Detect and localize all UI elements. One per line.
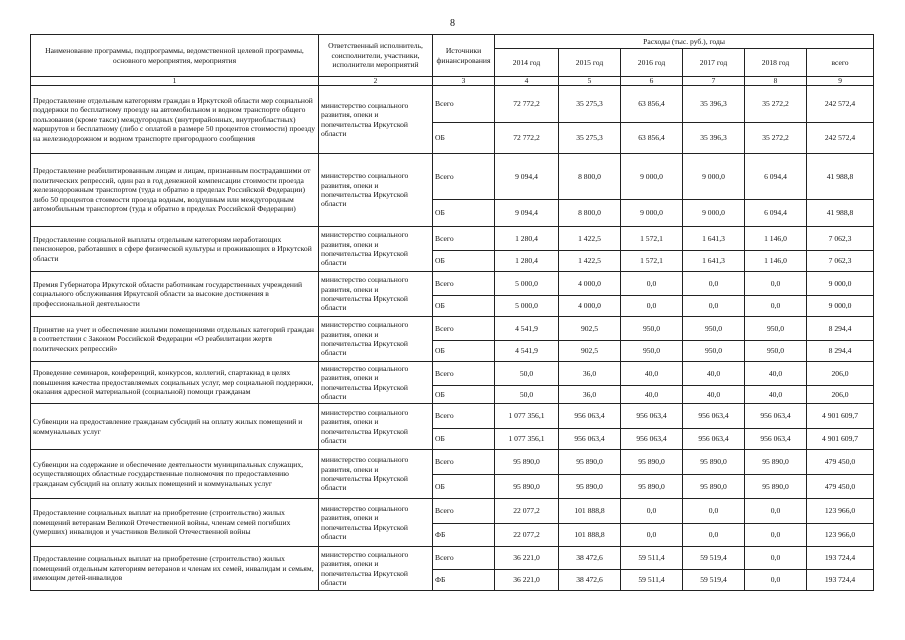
year-value: 40,0 (621, 386, 683, 404)
year-value: 59 519,4 (683, 570, 745, 591)
year-value: 1 572,1 (621, 227, 683, 251)
funding-source: Всего (433, 547, 495, 570)
responsible-executor: министерство социального развития, опеки и попечительства Иркутской области (319, 86, 433, 154)
funding-source: Всего (433, 272, 495, 296)
year-value: 9 094,4 (495, 200, 559, 227)
funding-source: ОБ (433, 200, 495, 227)
year-value: 95 890,0 (621, 450, 683, 475)
column-number: 7 (683, 77, 745, 86)
year-value: 22 077,2 (495, 499, 559, 524)
responsible-executor: министерство социального развития, опеки и попечительства Иркутской области (319, 362, 433, 404)
year-value: 35 272,2 (745, 123, 807, 154)
funding-source: ОБ (433, 429, 495, 450)
funding-source: ОБ (433, 123, 495, 154)
measure-name: Предоставление отдельным категориям граждан в Иркутской области мер социальной поддержки по бесплатному проезду на автомобильном и водном транспорте общего пользования (кроме такси) междугородных (внутрирайонных, внутриобластных) маршрутов и бесплатному (либо с оплатой в размере 50 процентов стоимости) проезду на железнодорожном и водном транспорте пригородного сообщения (31, 86, 319, 154)
year-value: 1 422,5 (559, 251, 621, 272)
year-value: 956 063,4 (745, 429, 807, 450)
total-value: 206,0 (807, 362, 874, 386)
column-number: 8 (745, 77, 807, 86)
total-value: 123 966,0 (807, 524, 874, 547)
responsible-executor: министерство социального развития, опеки и попечительства Иркутской области (319, 499, 433, 547)
year-value: 0,0 (745, 547, 807, 570)
page-number: 8 (450, 18, 455, 29)
total-value: 479 450,0 (807, 450, 874, 475)
funding-source: Всего (433, 362, 495, 386)
year-value: 35 396,3 (683, 123, 745, 154)
column-number: 5 (559, 77, 621, 86)
funding-source: ФБ (433, 524, 495, 547)
column-number: 3 (433, 77, 495, 86)
year-value: 40,0 (745, 386, 807, 404)
year-value: 4 000,0 (559, 272, 621, 296)
year-value: 956 063,4 (621, 404, 683, 429)
year-value: 950,0 (621, 317, 683, 341)
column-number: 4 (495, 77, 559, 86)
year-value: 950,0 (683, 341, 745, 362)
funding-source: Всего (433, 317, 495, 341)
table-row (31, 86, 874, 123)
year-value: 0,0 (683, 296, 745, 317)
year-value: 1 641,3 (683, 251, 745, 272)
funding-source: Всего (433, 404, 495, 429)
year-value: 0,0 (621, 499, 683, 524)
year-value: 95 890,0 (495, 475, 559, 499)
year-value: 63 856,4 (621, 123, 683, 154)
total-value: 7 062,3 (807, 251, 874, 272)
year-value: 40,0 (621, 362, 683, 386)
year-value: 1 077 356,1 (495, 404, 559, 429)
year-value: 1 146,0 (745, 227, 807, 251)
total-value: 7 062,3 (807, 227, 874, 251)
header-responsible: Ответственный исполнитель, соисполнители, участники, исполнители мероприятий (319, 35, 433, 77)
year-value: 9 000,0 (683, 200, 745, 227)
year-value: 1 280,4 (495, 251, 559, 272)
table-header (31, 35, 874, 86)
column-number: 6 (621, 77, 683, 86)
year-value: 5 000,0 (495, 272, 559, 296)
year-value: 4 000,0 (559, 296, 621, 317)
column-number: 1 (31, 77, 319, 86)
measure-name: Принятие на учет и обеспечение жилыми помещениями отдельных категорий граждан в соответствии с Законом Российской Федерации «О реабилитации жертв политических репрессий» (31, 317, 319, 362)
table-row (31, 499, 874, 524)
year-value: 59 519,4 (683, 547, 745, 570)
header-year: 2014 год (495, 49, 559, 77)
year-value: 38 472,6 (559, 570, 621, 591)
year-value: 950,0 (683, 317, 745, 341)
year-value: 40,0 (683, 386, 745, 404)
year-value: 50,0 (495, 362, 559, 386)
total-value: 193 724,4 (807, 547, 874, 570)
year-value: 950,0 (621, 341, 683, 362)
year-value: 6 094,4 (745, 154, 807, 200)
year-value: 950,0 (745, 317, 807, 341)
header-year: 2017 год (683, 49, 745, 77)
year-value: 59 511,4 (621, 547, 683, 570)
year-value: 9 000,0 (621, 154, 683, 200)
year-value: 0,0 (621, 524, 683, 547)
year-value: 0,0 (745, 272, 807, 296)
year-value: 36,0 (559, 362, 621, 386)
responsible-executor: министерство социального развития, опеки и попечительства Иркутской области (319, 272, 433, 317)
funding-source: Всего (433, 227, 495, 251)
measure-name: Предоставление социальных выплат на приобретение (строительство) жилых помещений отдельным категориям ветеранов и членам их семей, инвалидам и семьям, имеющим детей-инвалидов (31, 547, 319, 591)
year-value: 36 221,0 (495, 570, 559, 591)
funding-source: ОБ (433, 386, 495, 404)
budget-table (30, 34, 874, 591)
measure-name: Предоставление социальных выплат на приобретение (строительство) жилых помещений ветеранам Великой Отечественной войны, членам семей погибших (умерших) инвалидов и участников Великой Отечественной войны (31, 499, 319, 547)
year-value: 0,0 (683, 499, 745, 524)
year-value: 50,0 (495, 386, 559, 404)
year-value: 9 000,0 (621, 200, 683, 227)
year-value: 0,0 (621, 296, 683, 317)
year-value: 95 890,0 (559, 450, 621, 475)
total-value: 9 000,0 (807, 272, 874, 296)
year-value: 63 856,4 (621, 86, 683, 123)
year-value: 0,0 (621, 272, 683, 296)
header-total: всего (807, 49, 874, 77)
year-value: 101 888,8 (559, 524, 621, 547)
year-value: 35 272,2 (745, 86, 807, 123)
funding-source: Всего (433, 154, 495, 200)
year-value: 95 890,0 (621, 475, 683, 499)
year-value: 0,0 (683, 272, 745, 296)
responsible-executor: министерство социального развития, опеки и попечительства Иркутской области (319, 154, 433, 227)
responsible-executor: министерство социального развития, опеки и попечительства Иркутской области (319, 227, 433, 272)
measure-name: Предоставление социальной выплаты отдельным категориям неработающих пенсионеров, работавших в сфере физической культуры и проживающих в Иркутской области (31, 227, 319, 272)
year-value: 59 511,4 (621, 570, 683, 591)
table-row (31, 547, 874, 570)
responsible-executor: министерство социального развития, опеки и попечительства Иркутской области (319, 404, 433, 450)
funding-source: ОБ (433, 296, 495, 317)
total-value: 242 572,4 (807, 123, 874, 154)
funding-source: Всего (433, 86, 495, 123)
measure-name: Проведение семинаров, конференций, конкурсов, коллегий, спартакиад в целях повышения качества предоставляемых социальных услуг, мер социальной поддержки, оказания адресной материальной (социальной) помощи гражданам (31, 362, 319, 404)
year-value: 0,0 (745, 296, 807, 317)
year-value: 9 000,0 (683, 154, 745, 200)
year-value: 101 888,8 (559, 499, 621, 524)
table-body (31, 86, 874, 591)
funding-source: ФБ (433, 570, 495, 591)
year-value: 9 094,4 (495, 154, 559, 200)
header-name: Наименование программы, подпрограммы, ведомственной целевой программы, основного мероприятия, мероприятия (31, 35, 319, 77)
total-value: 242 572,4 (807, 86, 874, 123)
year-value: 902,5 (559, 317, 621, 341)
year-value: 40,0 (683, 362, 745, 386)
year-value: 1 280,4 (495, 227, 559, 251)
measure-name: Субвенции на предоставление гражданам субсидий на оплату жилых помещений и коммунальных услуг (31, 404, 319, 450)
year-value: 956 063,4 (683, 404, 745, 429)
header-year: 2015 год (559, 49, 621, 77)
year-value: 4 541,9 (495, 317, 559, 341)
year-value: 956 063,4 (559, 404, 621, 429)
year-value: 38 472,6 (559, 547, 621, 570)
year-value: 95 890,0 (683, 475, 745, 499)
year-value: 72 772,2 (495, 123, 559, 154)
year-value: 1 641,3 (683, 227, 745, 251)
total-value: 9 000,0 (807, 296, 874, 317)
year-value: 95 890,0 (745, 475, 807, 499)
year-value: 0,0 (745, 499, 807, 524)
year-value: 35 275,3 (559, 86, 621, 123)
total-value: 479 450,0 (807, 475, 874, 499)
total-value: 4 901 609,7 (807, 429, 874, 450)
total-value: 4 901 609,7 (807, 404, 874, 429)
year-value: 35 275,3 (559, 123, 621, 154)
total-value: 41 988,8 (807, 200, 874, 227)
responsible-executor: министерство социального развития, опеки и попечительства Иркутской области (319, 547, 433, 591)
measure-name: Предоставление реабилитированным лицам и лицам, признанным пострадавшими от политических репрессий, один раз в год денежной компенсации стоимости проезда железнодорожным транспортом (туда и обратно в пределах Российской Федерации) либо 50 процентов стоимости проезда водным, воздушным или междугородным автомобильным транспортом (туда и обратно в пределах Российской Федерации) (31, 154, 319, 227)
column-number: 2 (319, 77, 433, 86)
year-value: 95 890,0 (745, 450, 807, 475)
year-value: 1 146,0 (745, 251, 807, 272)
total-value: 206,0 (807, 386, 874, 404)
responsible-executor: министерство социального развития, опеки и попечительства Иркутской области (319, 317, 433, 362)
table-row (31, 362, 874, 386)
header-year: 2016 год (621, 49, 683, 77)
table-row (31, 317, 874, 341)
year-value: 1 422,5 (559, 227, 621, 251)
column-number: 9 (807, 77, 874, 86)
year-value: 956 063,4 (683, 429, 745, 450)
funding-source: ОБ (433, 251, 495, 272)
year-value: 950,0 (745, 341, 807, 362)
year-value: 4 541,9 (495, 341, 559, 362)
total-value: 8 294,4 (807, 341, 874, 362)
year-value: 1 572,1 (621, 251, 683, 272)
table-row (31, 404, 874, 429)
responsible-executor: министерство социального развития, опеки и попечительства Иркутской области (319, 450, 433, 499)
total-value: 8 294,4 (807, 317, 874, 341)
year-value: 8 800,0 (559, 154, 621, 200)
total-value: 123 966,0 (807, 499, 874, 524)
funding-source: Всего (433, 499, 495, 524)
year-value: 1 077 356,1 (495, 429, 559, 450)
year-value: 956 063,4 (745, 404, 807, 429)
header-expenses: Расходы (тыс. руб.), годы (495, 35, 874, 49)
funding-source: Всего (433, 450, 495, 475)
year-value: 0,0 (683, 524, 745, 547)
year-value: 22 077,2 (495, 524, 559, 547)
table-row (31, 154, 874, 200)
funding-source: ОБ (433, 475, 495, 499)
table-row (31, 450, 874, 475)
funding-source: ОБ (433, 341, 495, 362)
year-value: 902,5 (559, 341, 621, 362)
measure-name: Субвенции на содержание и обеспечение деятельности муниципальных служащих, осуществляющих областные государственные полномочия по предоставлению гражданам субсидий на оплату жилых помещений и коммунальных услуг (31, 450, 319, 499)
year-value: 956 063,4 (559, 429, 621, 450)
year-value: 36,0 (559, 386, 621, 404)
total-value: 193 724,4 (807, 570, 874, 591)
header-sources: Источники финансирования (433, 35, 495, 77)
year-value: 95 890,0 (559, 475, 621, 499)
table-row (31, 272, 874, 296)
year-value: 40,0 (745, 362, 807, 386)
year-value: 95 890,0 (683, 450, 745, 475)
year-value: 0,0 (745, 570, 807, 591)
year-value: 8 800,0 (559, 200, 621, 227)
table-row (31, 227, 874, 251)
year-value: 6 094,4 (745, 200, 807, 227)
header-year: 2018 год (745, 49, 807, 77)
year-value: 0,0 (745, 524, 807, 547)
year-value: 72 772,2 (495, 86, 559, 123)
measure-name: Премия Губернатора Иркутской области работникам государственных учреждений социального обслуживания Иркутской области за высокие достижения в профессиональной деятельности (31, 272, 319, 317)
year-value: 956 063,4 (621, 429, 683, 450)
year-value: 5 000,0 (495, 296, 559, 317)
year-value: 95 890,0 (495, 450, 559, 475)
total-value: 41 988,8 (807, 154, 874, 200)
year-value: 35 396,3 (683, 86, 745, 123)
year-value: 36 221,0 (495, 547, 559, 570)
